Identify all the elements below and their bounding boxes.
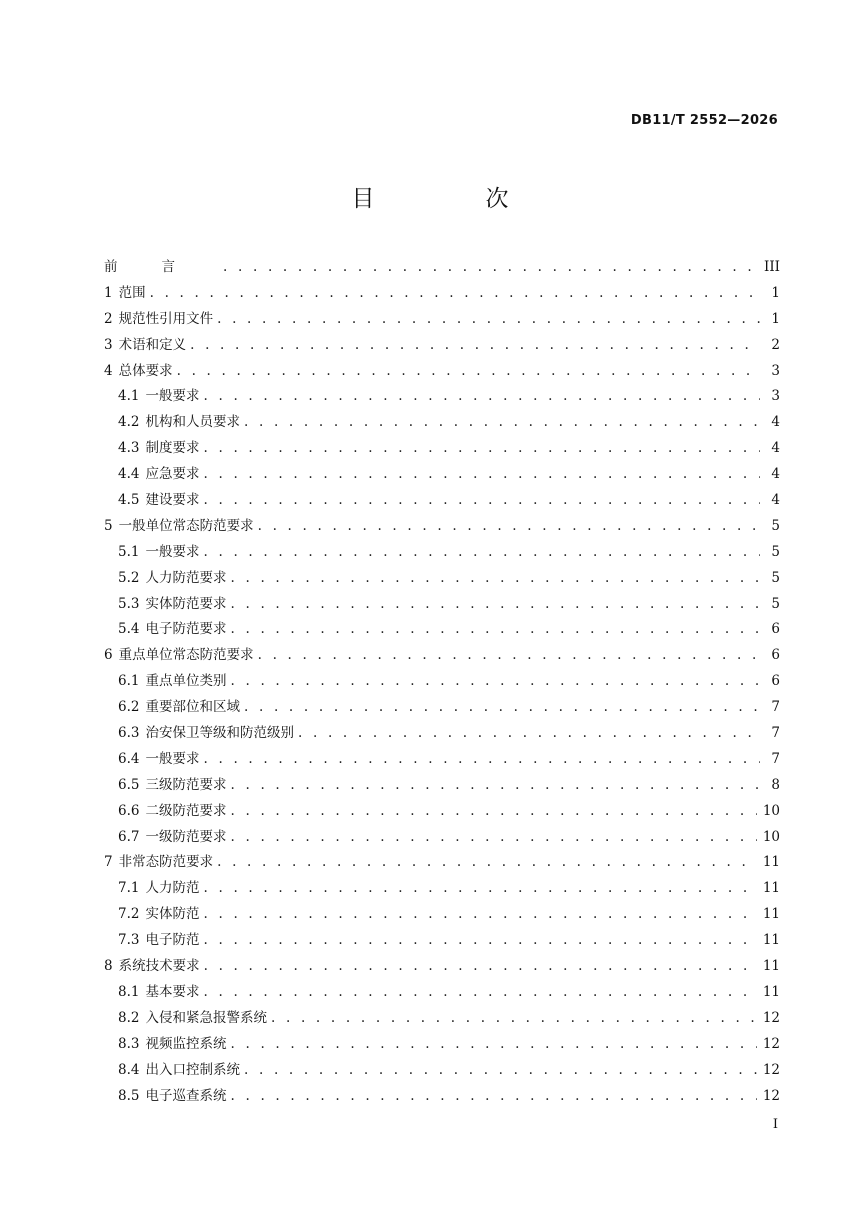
toc-entry-label: 总体要求 <box>118 362 173 379</box>
toc-entry-label: 一般要求 <box>145 388 200 405</box>
toc-entry[interactable] <box>104 360 780 386</box>
toc-leader-dots <box>230 774 760 796</box>
toc-entry-text <box>118 800 230 822</box>
toc-page-number: 6 <box>771 621 780 638</box>
toc-entry-label: 一般单位常态防范要求 <box>118 517 254 534</box>
toc-leader-dots <box>203 903 756 925</box>
toc-entry[interactable] <box>104 437 780 463</box>
toc-entry-text <box>118 670 230 692</box>
toc-page-number: 12 <box>762 1087 780 1104</box>
toc-entry-text <box>118 826 230 848</box>
toc-entry-label: 基本要求 <box>145 983 200 1000</box>
toc-page-number: 6 <box>771 673 780 690</box>
toc-leader-dots <box>203 437 760 459</box>
toc-leader-dots <box>203 463 760 485</box>
toc-leader-dots <box>203 489 760 511</box>
toc-page-number: 4 <box>771 492 780 509</box>
toc-entry-text <box>118 385 203 407</box>
toc-entry-number: 4.3 <box>118 440 140 457</box>
toc-entry[interactable] <box>104 567 780 593</box>
toc-entry-text <box>118 1007 271 1029</box>
toc-page-number: 5 <box>771 543 780 560</box>
toc-entry[interactable] <box>104 774 780 800</box>
toc-entry-text <box>104 955 204 977</box>
toc-entry-label: 一般要求 <box>145 543 200 560</box>
toc-entry-number: 5.2 <box>118 569 140 586</box>
toc-entry[interactable] <box>104 618 780 644</box>
toc-entry-label: 二级防范要求 <box>145 802 227 819</box>
toc-entry[interactable] <box>104 515 780 541</box>
toc-entry[interactable] <box>104 385 780 411</box>
toc-entry[interactable] <box>104 308 780 334</box>
toc-leader-dots <box>258 515 760 537</box>
toc-entry[interactable] <box>104 981 780 1007</box>
toc-entry-text <box>104 644 258 666</box>
toc-entry[interactable] <box>104 800 780 826</box>
toc-entry-number: 4.5 <box>118 492 140 509</box>
toc-entry-label: 三级防范要求 <box>145 776 227 793</box>
toc-page-number: 12 <box>762 1035 780 1052</box>
toc-entry[interactable] <box>104 256 780 282</box>
toc-entry[interactable] <box>104 1085 780 1111</box>
toc-leader-dots <box>217 851 757 873</box>
toc-leader-dots <box>230 593 760 615</box>
toc-entry-label: 非常态防范要求 <box>118 854 214 871</box>
toc-entry-label: 制度要求 <box>145 440 200 457</box>
toc-page-number: 4 <box>771 414 780 431</box>
toc-entry-number: 8.1 <box>118 983 140 1000</box>
toc-entry-number: 6.4 <box>118 750 140 767</box>
page-number: I <box>772 1117 778 1132</box>
toc-page-number: 7 <box>771 725 780 742</box>
toc-page-number: 12 <box>762 1009 780 1026</box>
toc-entry[interactable] <box>104 722 780 748</box>
toc-entry[interactable] <box>104 826 780 852</box>
toc-page-number: 2 <box>771 336 780 353</box>
toc-entry-text <box>118 722 298 744</box>
toc-entry-label: 人力防范 <box>145 880 200 897</box>
toc-page-number: 12 <box>762 1061 780 1078</box>
toc-leader-dots <box>271 1007 757 1029</box>
toc-entry-number: 4.4 <box>118 466 140 483</box>
toc-leader-dots <box>258 644 760 666</box>
toc-entry-label: 人力防范要求 <box>145 569 227 586</box>
toc-entry-label: 入侵和紧急报警系统 <box>145 1009 267 1026</box>
toc-entry[interactable] <box>104 748 780 774</box>
toc-entry[interactable] <box>104 955 780 981</box>
toc-entry-label: 视频监控系统 <box>145 1035 227 1052</box>
toc-entry-number: 6.2 <box>118 699 140 716</box>
toc-entry[interactable] <box>104 489 780 515</box>
toc-leader-dots <box>223 256 758 278</box>
toc-entry-text <box>118 903 203 925</box>
toc-page-number: 4 <box>771 466 780 483</box>
toc-entry-text <box>118 774 230 796</box>
toc-page-number: 3 <box>771 362 780 379</box>
toc-entry-label: 前言 <box>104 259 219 275</box>
toc-page-number: 5 <box>771 569 780 586</box>
toc-entry-label: 重点单位类别 <box>145 673 227 690</box>
toc-entry[interactable] <box>104 463 780 489</box>
toc-entry-number: 6.7 <box>118 828 140 845</box>
toc-entry-number: 4.2 <box>118 414 140 431</box>
toc-entry-label: 治安保卫等级和防范级别 <box>145 725 294 742</box>
toc-entry[interactable] <box>104 644 780 670</box>
page-title: 目 次 <box>351 186 553 212</box>
toc-page-number: 10 <box>762 828 780 845</box>
toc-entry-number: 8.5 <box>118 1087 140 1104</box>
toc-page-number: 11 <box>762 958 780 975</box>
toc-entry-text <box>104 256 223 278</box>
toc-page-number: 11 <box>762 932 780 949</box>
toc-leader-dots <box>244 411 760 433</box>
toc-entry-number: 7.3 <box>118 932 140 949</box>
toc-entry-text <box>118 618 230 640</box>
toc-entry-text <box>118 437 203 459</box>
toc-page-number: 11 <box>762 880 780 897</box>
toc-entry-number: 5 <box>104 517 113 534</box>
toc-entry[interactable] <box>104 877 780 903</box>
toc-entry[interactable] <box>104 593 780 619</box>
toc-entry[interactable] <box>104 1033 780 1059</box>
toc-entry[interactable] <box>104 1007 780 1033</box>
toc-entry-label: 电子巡查系统 <box>145 1087 227 1104</box>
toc-page-number: 11 <box>762 983 780 1000</box>
toc-entry-text <box>104 334 190 356</box>
toc-page-number: III <box>764 259 780 275</box>
toc-leader-dots <box>230 567 760 589</box>
toc-page-number: 3 <box>771 388 780 405</box>
toc-entry-number: 7 <box>104 854 113 871</box>
toc-entry-label: 建设要求 <box>145 492 200 509</box>
toc-entry-number: 6.1 <box>118 673 140 690</box>
toc-entry[interactable] <box>104 696 780 722</box>
toc-entry-label: 机构和人员要求 <box>145 414 240 431</box>
toc-leader-dots <box>203 981 756 1003</box>
toc-entry-label: 系统技术要求 <box>118 958 200 975</box>
toc-entry-text <box>118 877 203 899</box>
toc-entry-label: 重点单位常态防范要求 <box>118 647 254 664</box>
toc-entry[interactable] <box>104 541 780 567</box>
toc-entry-number: 5.1 <box>118 543 140 560</box>
toc-leader-dots <box>230 618 760 640</box>
toc-leader-dots <box>244 696 760 718</box>
toc-leader-dots <box>244 1059 757 1081</box>
toc-entry-number: 6.6 <box>118 802 140 819</box>
toc-entry[interactable] <box>104 851 780 877</box>
toc-page-number: 1 <box>771 310 780 327</box>
toc-entry-number: 1 <box>104 284 113 301</box>
toc-entry-text <box>118 929 203 951</box>
toc-entry-text <box>118 489 203 511</box>
toc-leader-dots <box>204 955 757 977</box>
toc-entry-label: 一级防范要求 <box>145 828 227 845</box>
toc-page-number: 5 <box>771 517 780 534</box>
toc-entry-label: 出入口控制系统 <box>145 1061 240 1078</box>
toc-entry-label: 应急要求 <box>145 466 200 483</box>
toc-leader-dots <box>190 334 760 356</box>
toc-entry-label: 电子防范 <box>145 932 200 949</box>
toc-entry-text <box>118 981 203 1003</box>
toc-page-number: 11 <box>762 854 780 871</box>
toc-entry-number: 5.3 <box>118 595 140 612</box>
toc-entry-label: 实体防范要求 <box>145 595 227 612</box>
toc-entry[interactable] <box>104 929 780 955</box>
table-of-contents <box>104 256 780 1110</box>
toc-entry-text <box>118 463 203 485</box>
toc-entry[interactable] <box>104 1059 780 1085</box>
toc-leader-dots <box>217 308 760 330</box>
toc-entry[interactable] <box>104 903 780 929</box>
toc-page-number: 7 <box>771 699 780 716</box>
toc-entry-label: 一般要求 <box>145 750 200 767</box>
toc-leader-dots <box>177 360 760 382</box>
toc-entry-number: 6 <box>104 647 113 664</box>
toc-entry-text <box>104 851 217 873</box>
toc-entry-number: 3 <box>104 336 113 353</box>
toc-entry-text <box>104 308 217 330</box>
toc-entry-number: 5.4 <box>118 621 140 638</box>
toc-page-number: 1 <box>771 284 780 301</box>
toc-entry-text <box>118 411 244 433</box>
toc-entry-number: 2 <box>104 310 113 327</box>
toc-page-number: 5 <box>771 595 780 612</box>
toc-entry-number: 8 <box>104 958 113 975</box>
toc-entry-number: 7.1 <box>118 880 140 897</box>
toc-leader-dots <box>230 670 760 692</box>
toc-entry-text <box>104 515 258 537</box>
toc-entry-number: 8.4 <box>118 1061 140 1078</box>
toc-leader-dots <box>203 541 760 563</box>
toc-entry-text <box>118 567 230 589</box>
toc-leader-dots <box>203 385 760 407</box>
toc-page-number: 4 <box>771 440 780 457</box>
toc-entry-text <box>118 1085 230 1107</box>
toc-leader-dots <box>230 1085 756 1107</box>
toc-entry-text <box>118 1033 230 1055</box>
toc-entry-text <box>118 696 244 718</box>
toc-entry-text <box>118 593 230 615</box>
toc-entry-text <box>104 360 177 382</box>
toc-entry-label: 电子防范要求 <box>145 621 227 638</box>
toc-entry[interactable] <box>104 334 780 360</box>
toc-entry-number: 6.5 <box>118 776 140 793</box>
toc-entry-number: 8.3 <box>118 1035 140 1052</box>
toc-page-number: 11 <box>762 906 780 923</box>
toc-page-number: 8 <box>771 776 780 793</box>
toc-entry-label: 范围 <box>118 284 146 301</box>
toc-entry-text <box>118 748 203 770</box>
toc-entry-text <box>118 541 203 563</box>
toc-leader-dots <box>203 929 756 951</box>
toc-entry-number: 8.2 <box>118 1009 140 1026</box>
toc-leader-dots <box>203 748 760 770</box>
toc-leader-dots <box>203 877 756 899</box>
toc-entry-text <box>104 282 150 304</box>
toc-leader-dots <box>230 800 756 822</box>
toc-entry-number: 4.1 <box>118 388 140 405</box>
toc-entry-label: 重要部位和区域 <box>145 699 240 716</box>
toc-entry-number: 6.3 <box>118 725 140 742</box>
toc-entry-number: 4 <box>104 362 113 379</box>
toc-entry-label: 术语和定义 <box>118 336 187 353</box>
toc-page-number: 6 <box>771 647 780 664</box>
toc-entry-text <box>118 1059 244 1081</box>
toc-entry-label: 规范性引用文件 <box>118 310 214 327</box>
toc-leader-dots <box>230 1033 756 1055</box>
toc-page-number: 7 <box>771 750 780 767</box>
toc-entry-label: 实体防范 <box>145 906 200 923</box>
document-code: DB11/T 2552—2026 <box>630 113 778 128</box>
toc-entry[interactable] <box>104 670 780 696</box>
toc-leader-dots <box>230 826 756 848</box>
toc-entry[interactable] <box>104 282 780 308</box>
toc-entry-number: 7.2 <box>118 906 140 923</box>
toc-leader-dots <box>150 282 760 304</box>
toc-leader-dots <box>298 722 760 744</box>
toc-entry[interactable] <box>104 411 780 437</box>
toc-page-number: 10 <box>762 802 780 819</box>
